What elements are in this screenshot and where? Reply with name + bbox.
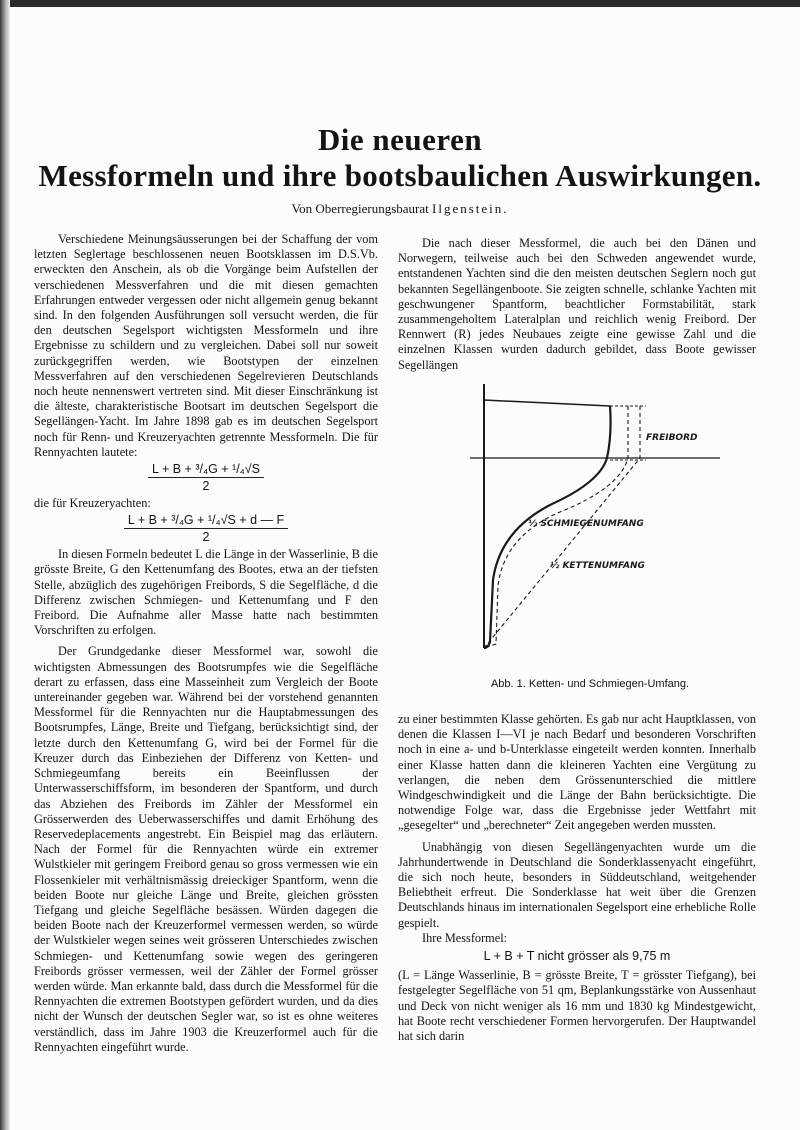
formula-denominator: 2 xyxy=(202,479,210,494)
left-paragraph-2: In diesen Formeln bedeutet L die Länge in der Wasserlinie, B die grösste Breite, G den Kettenumfang des Bootes, etwa an der tiefsten Stelle, abzüglich des zugehörigen Freibords, S die Segelfläche, d die Differenz zwischen Schmiegen- und Kettenumfang und F den Freibord. Die Aufnahme aller Masse hatte nach bestimmten Vorschriften zu erfolgen. xyxy=(34,547,379,638)
author-byline xyxy=(0,201,800,217)
left-column xyxy=(34,232,378,1055)
formula-denominator: 2 xyxy=(202,530,210,545)
right-paragraph-5: (L = Länge Wasserlinie, B = grösste Breite, T = grösster Tiefgang), bei festgelegter Segelfläche von 51 qm, Beplankungsstärke von Aussenhaut und Deck von nicht weniger als 16 mm und 1830 kg Mindestgewicht, hat Boote recht verschiedener Formen hervorgerufen. Der Hauptwandel hat sich darin xyxy=(398,968,756,1044)
article-title-line-1: Die neueren xyxy=(317,122,483,157)
byline-prefix: Von Oberregierungsbaurat xyxy=(291,201,429,216)
left-paragraph-3: Der Grundgedanke dieser Messformel war, sowohl die wichtigsten Abmessungen des Bootsrumpfes wie die Segelfläche derart zu erfassen, dass eine Masseinheit zum Vergleich der Boote untereinander gegeben war. Während bei der vorstehend genannten Messformel für die Rennyachten nur die Hauptabmessungen des Bootsrumpfes, Länge, Breite und Tiefgang, berücksichtigt sind, der letzte durch den Kettenumfang G, wird bei der Formel für die Kreuzer durch das Einbeziehen der Differenz von Ketten- und Schmiegeumfang bereits ein Beeinflussen der Unterwasserschiffsform, im besonderen der Spantform, und durch das Abziehen des Freibords im Zähler der Messformel ein Grösserwerden des Ueberwasserschiffes und damit Erhöhung des Reservedeplacements angestrebt. Ein Beispiel mag das erläutern. Nach der Formel für die Rennyachten würde ein extremer Wulstkieler mit geringem Freibord genau so gross vermessen wie ein Flossenkieler mit verhältnismässig dreieckiger Spantform, wenn die beiden Boote nur gleiche Länge und Breite, gleichen grössten Tiefgang und gleiche Segelfläche besässen. Würden dagegen die beiden Boote nach der Kreuzerformel vermessen werden, so würde der Wulstkieler wegen seines weit grösseren Unterschiedes zwischen Schmiegen- und Kettenumfang sowie wegen des geringeren Freibords grösser vermessen, weil der Zähler der Formel grösser werden würde. Man erkannte bald, dass durch die Messformel für die Rennyachten die extremen Bootstypen gefördert wurden, und da dies nicht der Wunsch der deutschen Segler war, so ist es ohne weiteres verständlich, dass im Jahre 1903 die Kreuzerformel auch für die Rennyachten eingeführt wurde. xyxy=(34,644,378,1054)
left-paragraph-1: Verschiedene Meinungsäusserungen bei der Schaffung der vom letzten Seglertage beschlossenen neuen Bootsklassen im D.S.Vb. erweckten den Anschein, als ob die Vorgänge beim Aufstellen der verschiedenen Messverfahren und die mit diesen gemachten Erfahrungen entweder vergessen oder nicht allgemein genug bekannt sind. In den folgenden Ausführungen soll versucht werden, die für den deutschen Segelsport wichtigsten Messformeln und ihre Ergebnisse zu schildern und zu vergleichen. Dabei soll nur soweit zurückgegriffen werden, wie Bootstypen der einzelnen Messverfahren auf den verschiedenen Segelrevieren Deutschlands noch heute nennenswert vertreten sind. Mit dieser Einschränkung ist die älteste, charakteristische Bootsart im deutschen Segelsport die Segellängen-Yacht. Im Jahre 1898 gab es im deutschen Segelsport noch für Renn- und Kreuzeryachten getrennte Messformeln. Die für Rennyachten lautete: xyxy=(34,232,378,459)
figure-caption: Abb. 1. Ketten- und Schmiegen-Umfang. xyxy=(490,678,690,690)
hull-section-figure xyxy=(470,380,740,665)
article-title-line-2: Messformeln und ihre bootsbaulichen Auswirkungen. xyxy=(38,158,762,193)
formula-numerator: L + B + ³/₄G + ¹/₄√S + d — F xyxy=(124,513,288,529)
formula-sonderklasse: L + B + T nicht grösser als 9,75 m xyxy=(483,949,671,964)
formula-rennyachten xyxy=(34,462,378,493)
right-column-top xyxy=(398,236,756,373)
left-between-text: die für Kreuzeryachten: xyxy=(34,496,151,511)
author-name: Ilgenstein. xyxy=(432,201,509,216)
formula-kreuzeryachten xyxy=(34,513,378,544)
scan-top-border xyxy=(0,0,800,7)
formula-numerator: L + B + ³/₄G + ¹/₄√S xyxy=(148,462,264,478)
right-paragraph-2: zu einer bestimmten Klasse gehörten. Es gab nur acht Hauptklassen, von denen die Klassen I—VI je nach Bedarf und besonderen Vorschriften noch in eine a- und b-Unterklasse eingeteilt werden konnten. Innerhalb einer Klasse hatten dann die kleineren Yachten eine Vergütung zu verlangen, die neben dem Grössenunterschied die mittlere Windgeschwindigkeit und die Länge der Bahn berücksichtigte. Die notwendige Folge war, dass die Ergebnisse jeder Wettfahrt mit „gesegelter“ und „berechneter“ Zeit angegeben werden mussten. xyxy=(398,712,756,833)
right-paragraph-4: Ihre Messformel: xyxy=(422,930,508,945)
right-paragraph-1: Die nach dieser Messformel, die auch bei den Dänen und Norwegern, teilweise auch bei den Schweden angewendet wurde, entstandenen Yachten sind die den meisten deutschen Seglern noch gut bekannten Segellängenboote. Sie zeigten schnelle, schlanke Yachten mit geschwungener Spantform, beachtlicher Formstabilität, stark zusammengeholtem Lateralplan und reichlich wenig Freibord. Der Rennwert (R) jedes Neubaues zeigte eine gewisse Zahl und die einzelnen Klassen wurden dadurch gebildet, dass Boote gewisser Segellängen xyxy=(398,236,756,372)
schmiegenumfang-label: ½ SCHMIEGENUMFANG xyxy=(528,519,644,529)
deck-line xyxy=(484,400,610,406)
right-column-bottom xyxy=(398,712,756,1044)
freibord-label: FREIBORD xyxy=(646,433,698,443)
kettenumfang-label: ½ KETTENUMFANG xyxy=(550,561,645,571)
right-paragraph-3: Unabhängig von diesen Segellängenyachten wurde um die Jahrhundertwende in Deutschland die Sonderklassenyacht eingeführt, die sich noch heute, besonders in Süddeutschland, weitgehender Beliebtheit erfreut. Die Sonderklasse hat weit über die Grenzen Deutschlands hinaus im internationalen Segelsport eine erhebliche Rolle gespielt. xyxy=(398,839,756,930)
